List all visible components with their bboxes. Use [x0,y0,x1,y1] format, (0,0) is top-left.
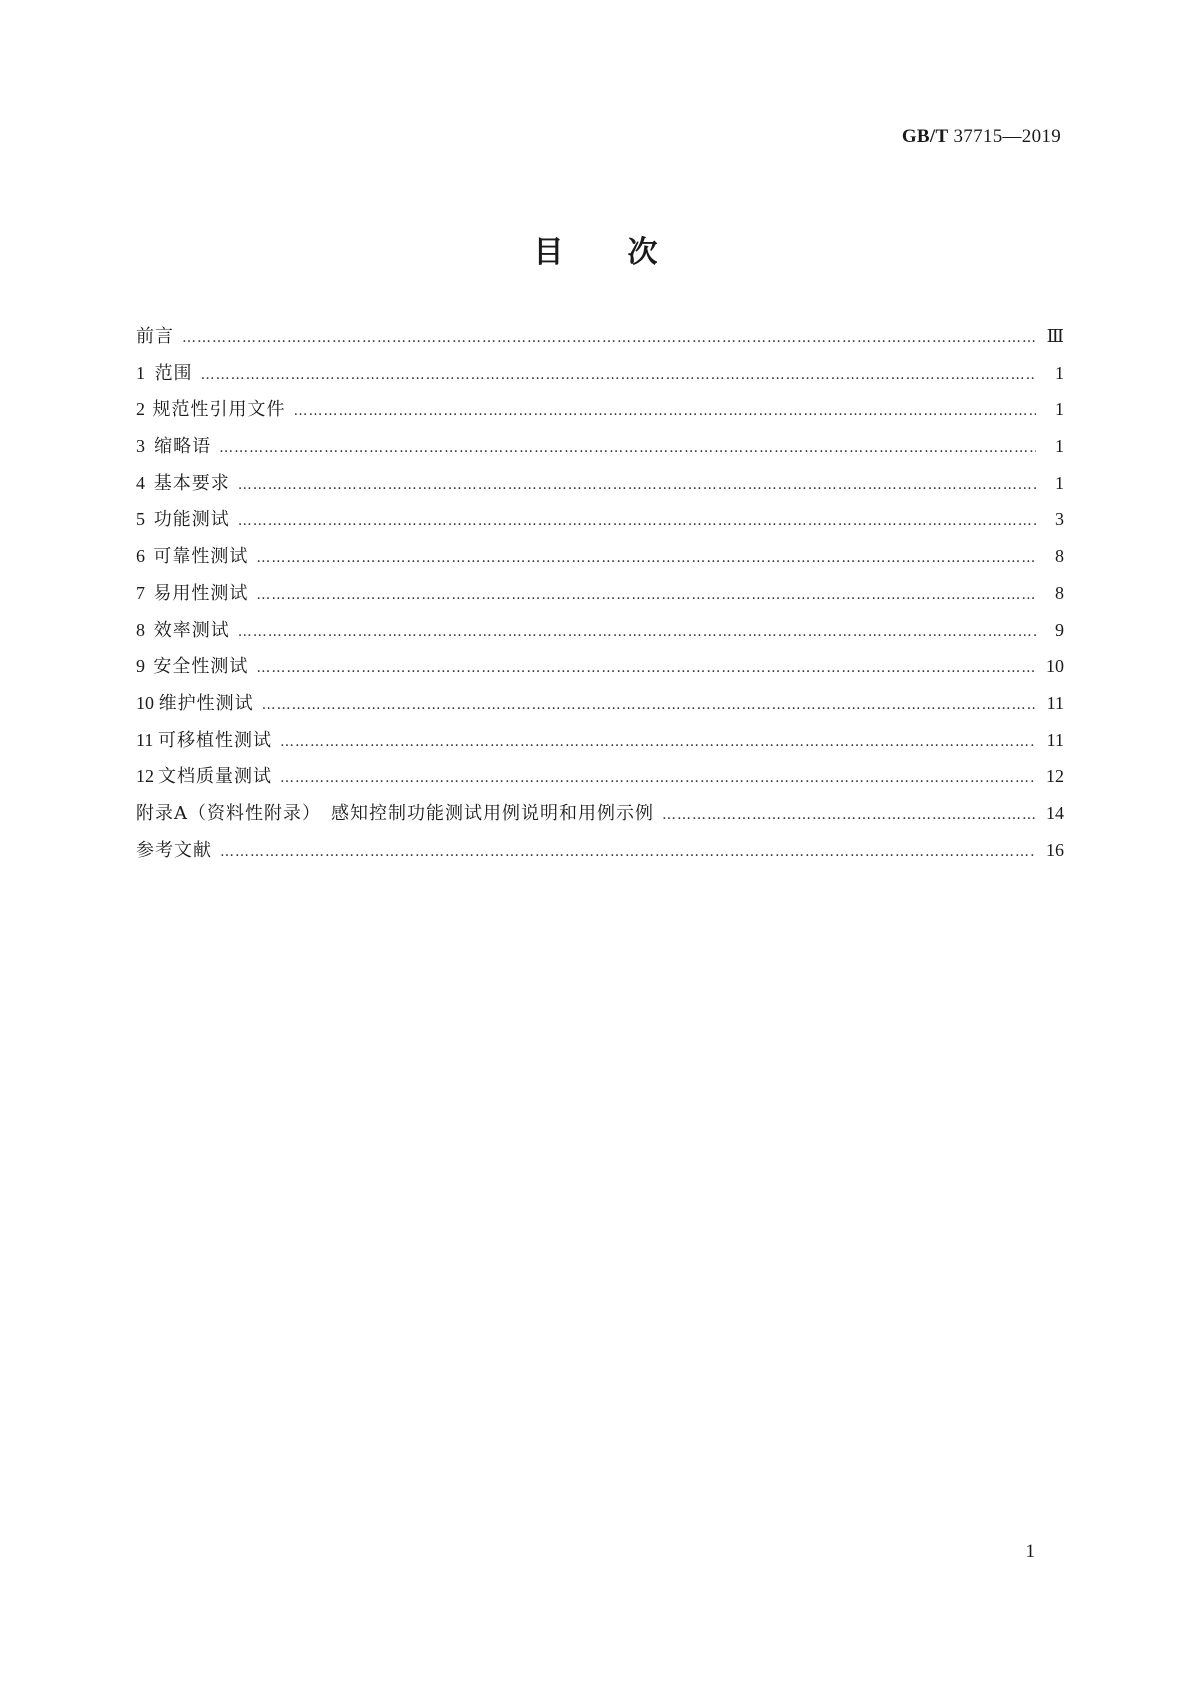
toc-entry-11[interactable] [136,726,1064,763]
toc-entry-title: 附录A（资料性附录） 感知控制功能测试用例说明和用例示例 [136,802,654,824]
toc-entry-page: 11 [1046,692,1064,713]
toc-entry-number: 10 [136,692,154,713]
toc-entry-title: 文档质量测试 [158,766,273,788]
toc-entry-title: 范围 [154,362,193,384]
toc-entry-number: 2 [136,399,145,420]
toc-entry-page: 8 [1055,582,1064,603]
standard-prefix: GB/T [901,126,949,147]
toc-leader-dots [294,403,1037,419]
toc-entry-number: 4 [136,472,145,493]
toc-entry-number: 8 [136,619,145,640]
toc-entry-number: 11 [136,729,154,750]
toc-entry-5[interactable] [136,505,1064,542]
toc-entry-page: 11 [1046,729,1064,750]
toc-entry-page: 1 [1055,399,1064,420]
toc-entry-number: 7 [136,582,145,603]
toc-entry-title: 前言 [136,326,174,347]
toc-leader-dots [262,697,1036,713]
title-char-1: 目 [533,235,564,270]
toc-entry-number: 1 [136,362,145,383]
toc-leader-dots [220,844,1036,860]
toc-entry-title: 可移植性测试 [158,729,273,751]
toc-entry-page: 16 [1046,839,1064,860]
toc-entry-page: 14 [1046,802,1064,823]
toc-entry-title: 缩略语 [154,436,212,458]
toc-leader-dots [256,550,1036,566]
toc-leader-dots [219,440,1036,456]
toc-entry-title: 安全性测试 [153,656,249,678]
toc-entry-title: 维护性测试 [158,692,254,714]
toc-leader-dots [182,330,1036,346]
toc-entry-9[interactable] [136,652,1064,689]
toc-entry-number: 9 [136,656,145,677]
toc-leader-dots [280,734,1036,750]
toc-entry-2[interactable] [136,395,1064,432]
toc-entry-title: 功能测试 [153,509,230,531]
toc-entry-title: 参考文献 [136,839,212,861]
title-char-2: 次 [627,235,658,270]
toc-entry-page: 9 [1055,619,1064,640]
toc-entry-title: 规范性引用文件 [152,399,286,421]
toc-entry-title: 易用性测试 [153,582,249,604]
toc-leader-dots [256,660,1036,676]
standard-number: 37715—2019 [953,126,1061,147]
toc-leader-dots [238,477,1036,493]
toc-entry-10[interactable] [136,689,1064,726]
toc-entry-title: 基本要求 [153,472,230,494]
toc-entry-page: 8 [1055,546,1064,567]
toc-entry-title: 效率测试 [153,619,230,641]
toc-leader-dots [280,770,1036,786]
toc-entry-number: 6 [136,546,145,567]
toc-entry-12[interactable] [136,762,1064,799]
toc-entry-title: 可靠性测试 [153,546,249,568]
toc-entry-preface[interactable] [136,322,1064,359]
toc-entry-page: 10 [1046,656,1064,677]
toc-entry-4[interactable] [136,469,1064,506]
toc-entry-page: 12 [1046,766,1064,787]
toc-entry-1[interactable] [136,359,1064,396]
toc-entry-number: 3 [136,436,145,457]
toc-entry-page: Ⅲ [1046,326,1064,346]
toc-leader-dots [662,807,1036,823]
table-of-contents [136,322,1064,872]
toc-entry-8[interactable] [136,616,1064,653]
page-title [0,227,1191,271]
toc-entry-page: 1 [1055,436,1064,457]
toc-entry-page: 1 [1055,472,1064,493]
toc-leader-dots [238,624,1036,640]
toc-entry-page: 1 [1055,362,1064,383]
toc-entry-3[interactable] [136,432,1064,469]
toc-leader-dots [238,513,1036,529]
toc-entry-references[interactable] [136,836,1064,873]
toc-entry-number: 12 [136,766,154,787]
toc-leader-dots [256,587,1036,603]
toc-leader-dots [201,367,1036,383]
toc-entry-page: 3 [1055,509,1064,530]
toc-entry-6[interactable] [136,542,1064,579]
toc-entry-appendix-a[interactable] [136,799,1064,836]
toc-entry-number: 5 [136,509,145,530]
page-number: 1 [1025,1541,1035,1562]
standard-code [902,126,1061,148]
toc-entry-7[interactable] [136,579,1064,616]
